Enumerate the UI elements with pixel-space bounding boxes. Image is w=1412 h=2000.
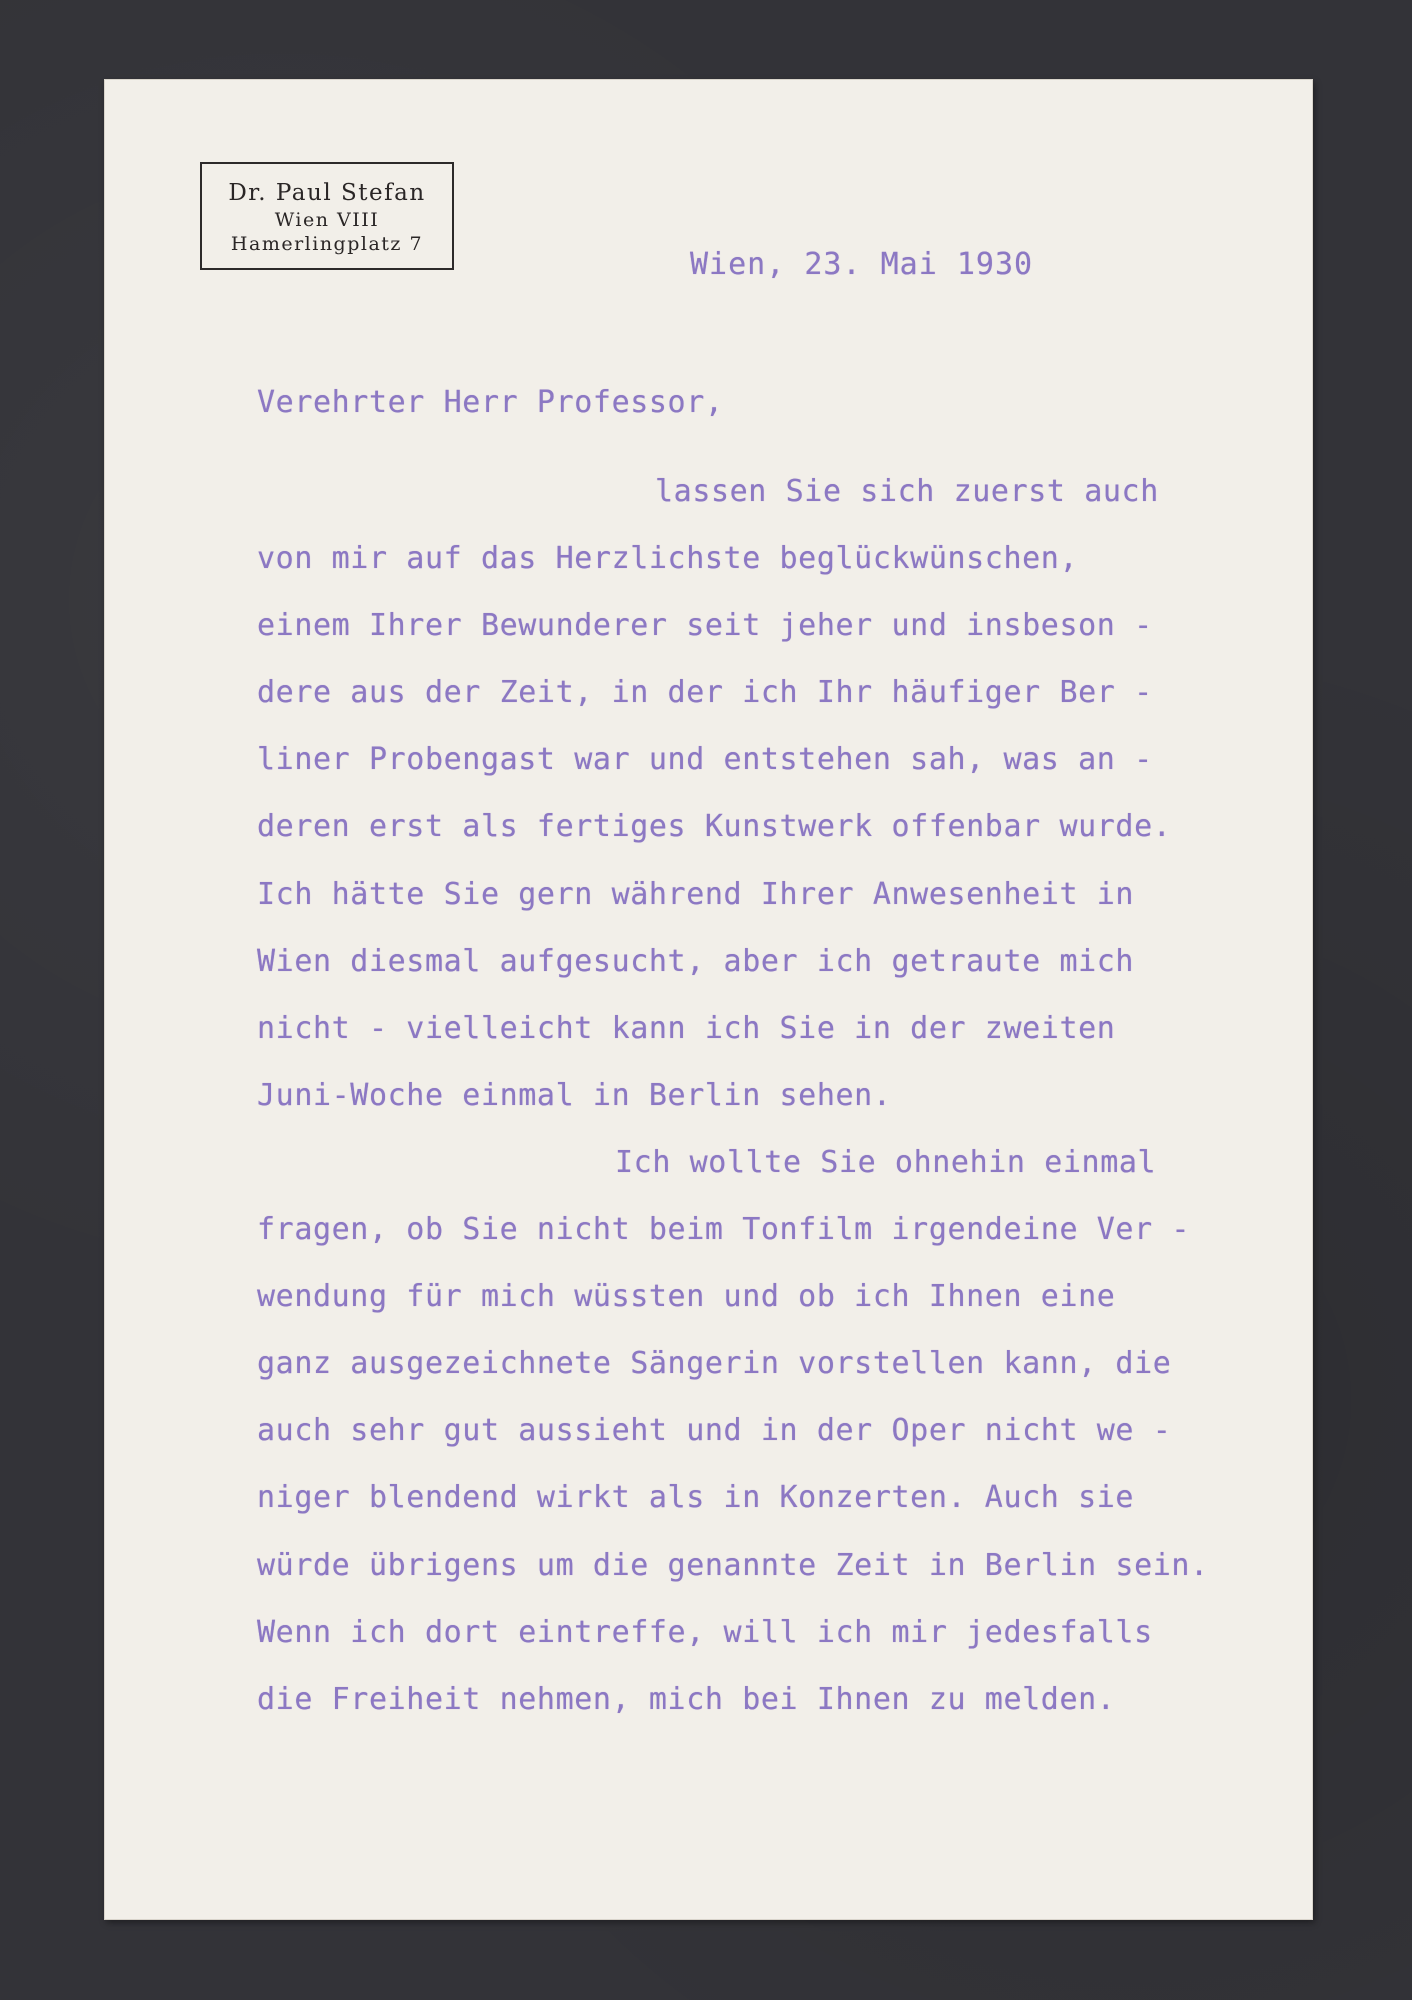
body-line: würde übrigens um die genannte Zeit in Berlin sein. [257, 1547, 1209, 1583]
letterhead-city: Wien VIII [274, 209, 380, 231]
body-line: ganz ausgezeichnete Sängerin vorstellen kann, die [257, 1346, 1172, 1382]
body-line: wendung für mich wüssten und ob ich Ihnen eine [257, 1279, 1116, 1315]
body-line: Wien diesmal aufgesucht, aber ich getraute mich [257, 943, 1135, 979]
body-line: Juni-Woche einmal in Berlin sehen. [257, 1077, 892, 1113]
body-line: nicht - vielleicht kann ich Sie in der zweiten [257, 1010, 1116, 1046]
body-line: Ich hätte Sie gern während Ihrer Anwesenheit in [257, 876, 1135, 912]
letter-page [104, 79, 1313, 1920]
letterhead-street: Hamerlingplatz 7 [230, 233, 424, 255]
body-line: Wenn ich dort eintreffe, will ich mir jedesfalls [257, 1614, 1153, 1650]
body-line: einem Ihrer Bewunderer seit jeher und insbeson - [257, 608, 1153, 644]
body-line: fragen, ob Sie nicht beim Tonfilm irgendeine Ver - [257, 1212, 1191, 1248]
body-line: von mir auf das Herzlichste beglückwünschen, [257, 541, 1079, 577]
salutation: Verehrter Herr Professor, [257, 385, 724, 420]
body-line: auch sehr gut aussieht und in der Oper nicht we - [257, 1413, 1172, 1449]
body-line: niger blendend wirkt als in Konzerten. Auch sie [257, 1480, 1135, 1516]
letterhead-name: Dr. Paul Stefan [228, 180, 426, 206]
letter-body [257, 458, 1307, 1733]
body-line: lassen Sie sich zuerst auch [655, 474, 1159, 509]
body-line: Ich wollte Sie ohnehin einmal [615, 1144, 1157, 1180]
body-line: die Freiheit nehmen, mich bei Ihnen zu melden. [257, 1681, 1116, 1717]
body-line: liner Probengast war und entstehen sah, was an - [257, 742, 1153, 778]
letterhead-stamp [200, 162, 454, 270]
dateline: Wien, 23. Mai 1930 [690, 247, 1034, 282]
body-line: deren erst als fertiges Kunstwerk offenbar wurde. [257, 809, 1172, 845]
body-line: dere aus der Zeit, in der ich Ihr häufiger Ber - [257, 675, 1153, 711]
